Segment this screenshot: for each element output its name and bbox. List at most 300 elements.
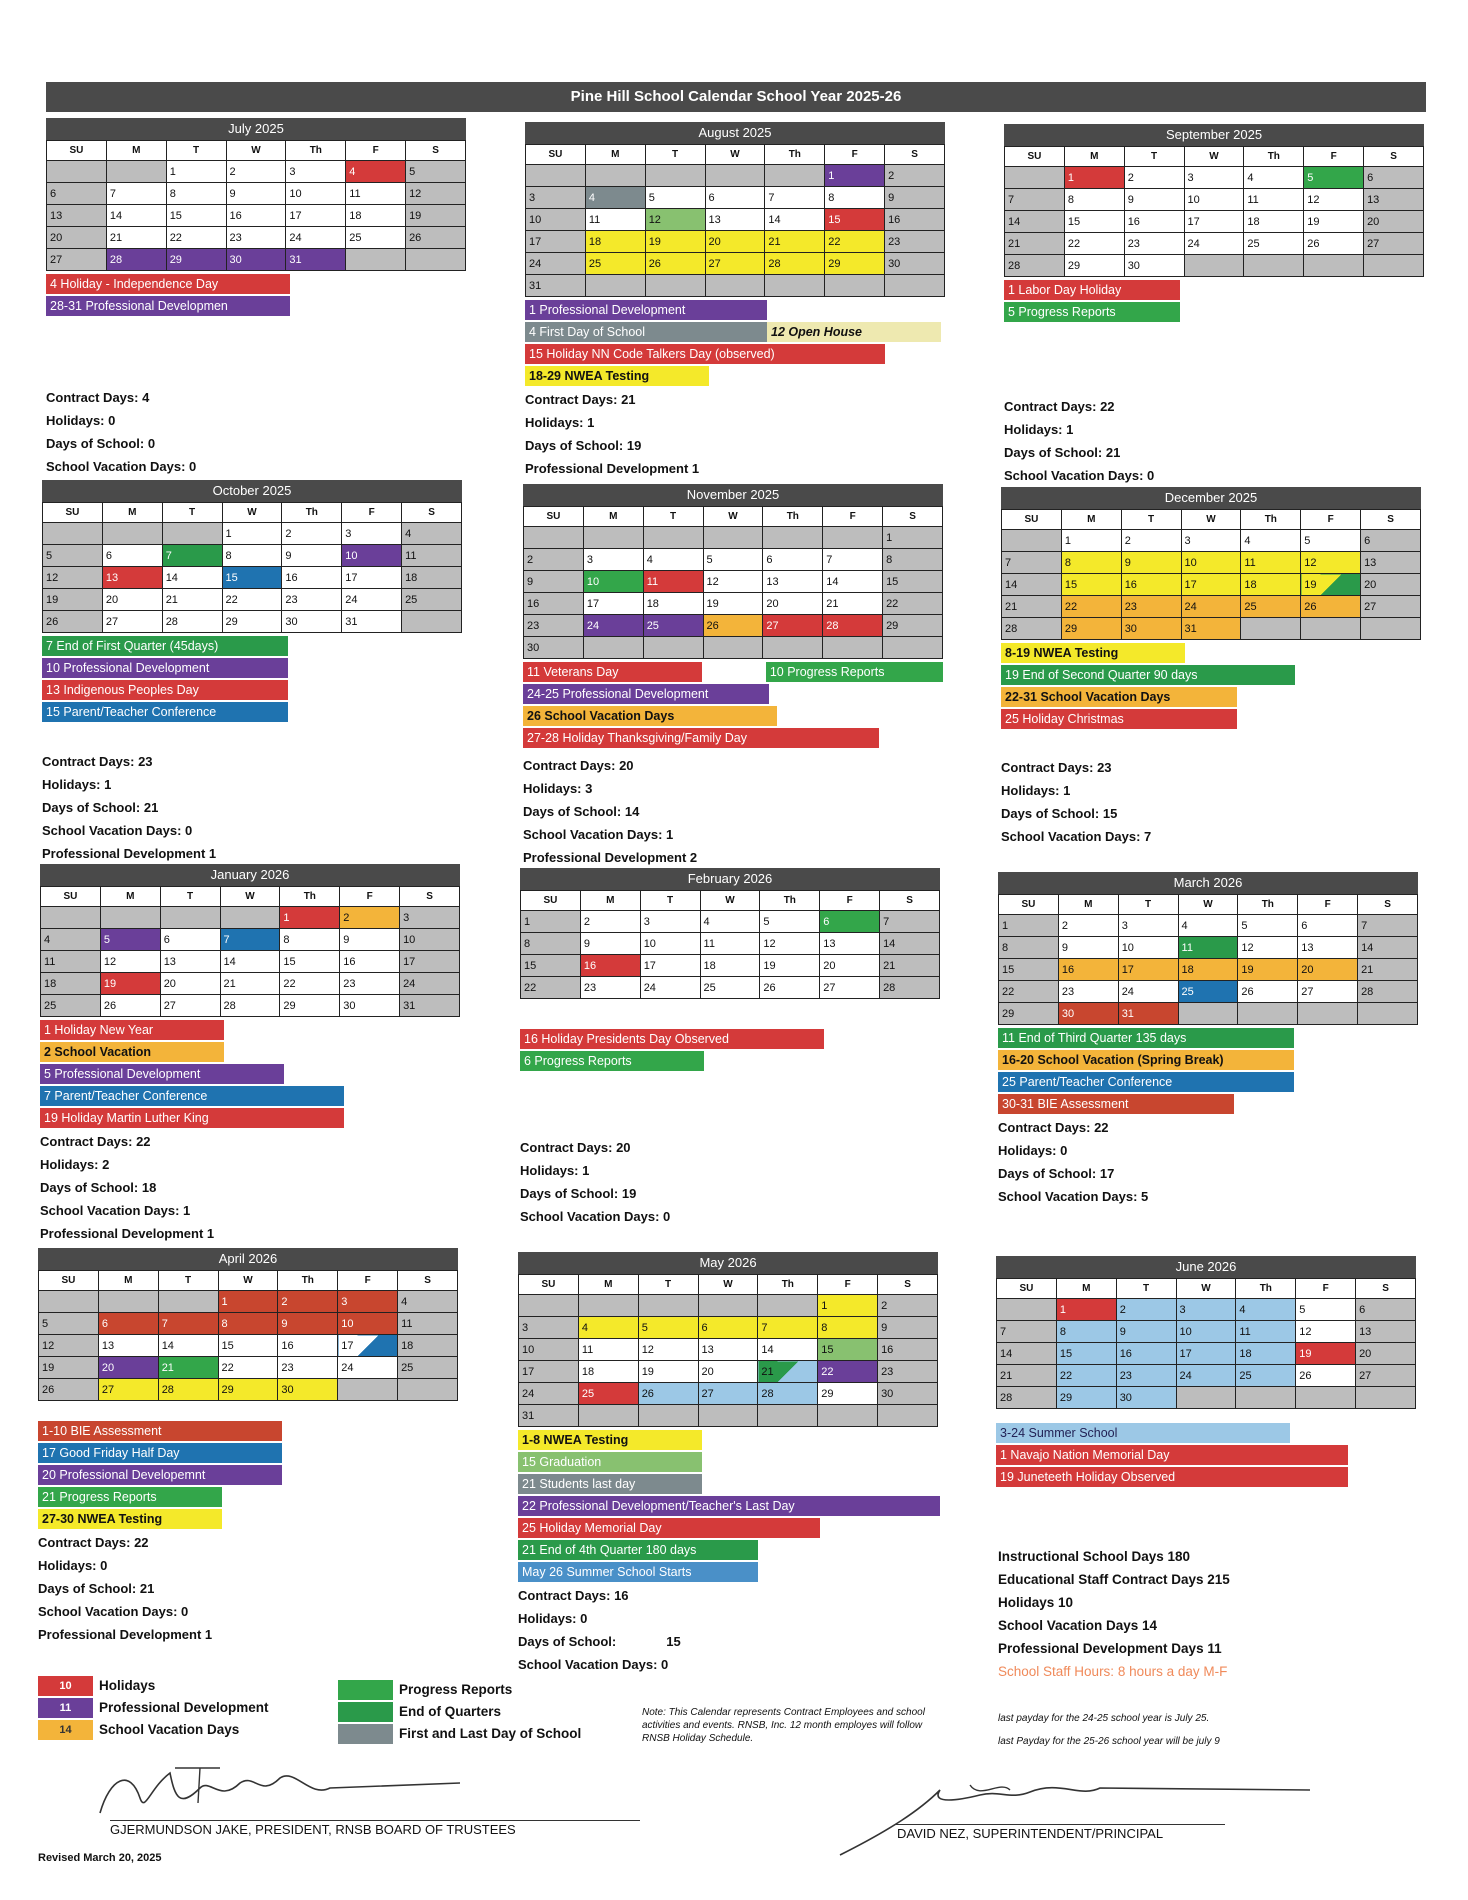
weekday-header: F	[342, 503, 402, 523]
weekday-header: F	[338, 1271, 398, 1291]
payday-note	[998, 1712, 1298, 1748]
key-label: Progress Reports	[399, 1682, 513, 1697]
day-cell: 28	[1358, 981, 1418, 1003]
calendar-grid	[523, 506, 943, 659]
day-cell: 7	[158, 1313, 218, 1335]
stat-line: Days of School: 18	[40, 1180, 157, 1195]
month-july	[46, 118, 466, 318]
day-cell	[758, 1405, 818, 1427]
day-cell: 28	[220, 995, 280, 1017]
day-cell: 16	[278, 1335, 338, 1357]
month-header: October 2025	[42, 480, 462, 502]
week-row	[47, 205, 466, 227]
day-cell: 21	[162, 589, 222, 611]
day-cell: 30	[278, 1379, 338, 1401]
stat-line: Contract Days: 22	[40, 1134, 151, 1149]
day-cell: 15	[818, 1339, 878, 1361]
day-cell: 21	[997, 1365, 1057, 1387]
day-cell: 1	[280, 907, 340, 929]
month-stats	[40, 1130, 460, 1245]
day-cell: 9	[226, 183, 286, 205]
legend-entry: 5 Professional Development	[40, 1064, 284, 1084]
day-cell: 21	[758, 1361, 818, 1383]
week-row	[526, 231, 945, 253]
day-cell: 5	[100, 929, 160, 951]
day-cell: 17	[1184, 211, 1244, 233]
day-cell: 27	[47, 249, 107, 271]
day-cell: 1	[521, 911, 581, 933]
stat-line: Holidays: 1	[42, 777, 112, 792]
day-cell: 20	[763, 593, 823, 615]
day-cell: 5	[43, 545, 103, 567]
legend-entry: 15 Parent/Teacher Conference	[42, 702, 288, 722]
month-stats	[38, 1531, 458, 1646]
stat-line: School Vacation Days: 0	[520, 1209, 671, 1224]
stat-line: Holidays: 1	[1001, 783, 1071, 798]
week-row	[1002, 552, 1421, 574]
day-cell	[1296, 1387, 1356, 1409]
day-cell: 2	[1124, 167, 1184, 189]
day-cell	[158, 1291, 218, 1313]
day-cell: 19	[1296, 1343, 1356, 1365]
day-cell: 5	[703, 549, 763, 571]
weekday-header: S	[1358, 895, 1418, 915]
day-cell: 3	[526, 187, 586, 209]
day-cell	[818, 1405, 878, 1427]
day-cell: 7	[823, 549, 883, 571]
day-cell: 30	[340, 995, 400, 1017]
day-cell: 31	[1118, 1003, 1178, 1025]
key-label: Holidays	[99, 1678, 156, 1693]
stat-line: Days of School: 14	[523, 804, 640, 819]
day-cell: 3	[1118, 915, 1178, 937]
stat-line: Contract Days: 20	[523, 758, 634, 773]
week-row	[43, 545, 462, 567]
day-cell: 17	[640, 955, 700, 977]
day-cell	[643, 527, 703, 549]
stat-line: Holidays: 1	[1004, 422, 1074, 437]
legend-entry: 1-10 BIE Assessment	[38, 1421, 282, 1441]
day-cell: 14	[162, 567, 222, 589]
week-row	[526, 165, 945, 187]
day-cell: 15	[999, 959, 1059, 981]
day-cell: 13	[47, 205, 107, 227]
day-cell: 19	[43, 589, 103, 611]
day-cell: 30	[282, 611, 342, 633]
legend-entry: 13 Indigenous Peoples Day	[42, 680, 288, 700]
weekday-header: Th	[758, 1275, 818, 1295]
day-cell: 22	[883, 593, 943, 615]
month-stats	[1004, 395, 1154, 487]
day-cell	[1301, 618, 1361, 640]
day-cell: 23	[1116, 1365, 1176, 1387]
day-cell	[524, 527, 584, 549]
week-row	[999, 915, 1418, 937]
month-header: January 2026	[40, 864, 460, 886]
calendar-grid	[38, 1270, 458, 1401]
day-cell: 3	[1176, 1299, 1236, 1321]
day-cell: 4	[578, 1317, 638, 1339]
day-cell: 1	[999, 915, 1059, 937]
weekday-header: SU	[526, 145, 586, 165]
day-cell: 17	[1176, 1343, 1236, 1365]
legend-entry: 27-28 Holiday Thanksgiving/Family Day	[523, 728, 879, 748]
week-row	[519, 1295, 938, 1317]
day-cell: 3	[1184, 167, 1244, 189]
weekday-header: W	[1181, 510, 1241, 530]
month-january	[40, 864, 460, 1245]
stat-line: Professional Development 1	[42, 846, 217, 861]
legend-entry: 1-8 NWEA Testing	[518, 1430, 702, 1450]
legend-entry: 21 Students last day	[518, 1474, 702, 1494]
firstlast-swatch	[338, 1724, 393, 1744]
month-june	[996, 1256, 1416, 1489]
day-cell: 28	[158, 1379, 218, 1401]
day-cell: 10	[1118, 937, 1178, 959]
day-cell: 16	[524, 593, 584, 615]
legend-entry: 10 Progress Reports	[766, 662, 943, 682]
day-cell: 19	[39, 1357, 99, 1379]
day-cell: 4	[41, 929, 101, 951]
stat-line: Contract Days: 23	[1001, 760, 1112, 775]
day-cell: 11	[1236, 1321, 1296, 1343]
signature-label-right: DAVID NEZ, SUPERINTENDENT/PRINCIPAL	[897, 1826, 1164, 1841]
day-cell: 28	[880, 977, 940, 999]
day-cell: 16	[1121, 574, 1181, 596]
day-cell: 19	[1301, 574, 1361, 596]
day-cell: 2	[524, 549, 584, 571]
week-row	[997, 1321, 1416, 1343]
month-september	[1004, 124, 1424, 324]
day-cell: 26	[638, 1383, 698, 1405]
day-cell: 15	[1056, 1343, 1116, 1365]
day-cell: 30	[1124, 255, 1184, 277]
day-cell: 6	[1364, 167, 1424, 189]
stat-line: Contract Days: 23	[42, 754, 153, 769]
day-cell: 26	[100, 995, 160, 1017]
day-cell: 23	[885, 231, 945, 253]
day-cell: 11	[585, 209, 645, 231]
legend-entry: 20 Professional Developemnt	[38, 1465, 282, 1485]
month-header: December 2025	[1001, 487, 1421, 509]
weekday-header: M	[98, 1271, 158, 1291]
weekday-header: S	[1364, 147, 1424, 167]
day-cell: 1	[1061, 530, 1121, 552]
color-key-2	[338, 1679, 581, 1745]
day-cell	[583, 527, 643, 549]
day-cell: 26	[39, 1379, 99, 1401]
day-cell: 23	[278, 1357, 338, 1379]
calendar-grid	[525, 144, 945, 297]
day-cell: 13	[705, 209, 765, 231]
day-cell: 4	[398, 1291, 458, 1313]
day-cell: 8	[818, 1317, 878, 1339]
day-cell: 25	[402, 589, 462, 611]
day-cell: 17	[526, 231, 586, 253]
week-row	[41, 929, 460, 951]
day-cell: 15	[1064, 211, 1124, 233]
weekday-header: SU	[43, 503, 103, 523]
day-cell	[997, 1299, 1057, 1321]
day-cell	[825, 275, 885, 297]
summary-line: Educational Staff Contract Days 215	[998, 1572, 1230, 1587]
week-row	[997, 1365, 1416, 1387]
day-cell: 27	[1356, 1365, 1416, 1387]
day-cell	[585, 275, 645, 297]
day-cell	[162, 523, 222, 545]
day-cell: 8	[1056, 1321, 1116, 1343]
day-cell: 16	[226, 205, 286, 227]
week-row	[997, 1299, 1416, 1321]
week-row	[1002, 618, 1421, 640]
day-cell: 1	[222, 523, 282, 545]
day-cell	[883, 637, 943, 659]
day-cell: 3	[338, 1291, 398, 1313]
stat-line: Professional Development 1	[40, 1226, 215, 1241]
day-cell	[758, 1295, 818, 1317]
day-cell: 12	[703, 571, 763, 593]
color-key	[38, 1675, 269, 1741]
day-cell: 18	[643, 593, 703, 615]
calendar-grid	[46, 140, 466, 271]
weekday-header: SU	[47, 141, 107, 161]
day-cell: 14	[1002, 574, 1062, 596]
day-cell: 2	[340, 907, 400, 929]
day-cell: 6	[1356, 1299, 1416, 1321]
day-cell: 9	[278, 1313, 338, 1335]
day-cell: 19	[760, 955, 820, 977]
day-cell: 18	[346, 205, 406, 227]
day-cell: 20	[1356, 1343, 1416, 1365]
day-cell: 23	[1058, 981, 1118, 1003]
weekday-header: M	[580, 891, 640, 911]
weekday-header: F	[340, 887, 400, 907]
day-cell: 25	[346, 227, 406, 249]
stat-line: Contract Days: 16	[518, 1588, 629, 1603]
day-cell: 10	[1181, 552, 1241, 574]
day-cell: 2	[580, 911, 640, 933]
day-cell: 24	[1176, 1365, 1236, 1387]
stat-line: School Vacation Days: 0	[1004, 468, 1155, 483]
day-cell: 14	[823, 571, 883, 593]
day-cell: 7	[765, 187, 825, 209]
weekday-header: SU	[39, 1271, 99, 1291]
payday-line: last payday for the 24-25 school year is July 25.	[998, 1713, 1210, 1724]
day-cell: 24	[286, 227, 346, 249]
day-cell: 17	[338, 1335, 398, 1357]
day-cell	[1356, 1387, 1416, 1409]
day-cell: 18	[402, 567, 462, 589]
legend-entry: 2 School Vacation	[40, 1042, 224, 1062]
day-cell: 23	[878, 1361, 938, 1383]
day-cell: 20	[705, 231, 765, 253]
stat-line: School Vacation Days: 1	[40, 1203, 191, 1218]
week-row	[1005, 167, 1424, 189]
day-cell: 23	[340, 973, 400, 995]
day-cell	[1241, 618, 1301, 640]
week-row	[47, 161, 466, 183]
calendar-note: Note: This Calendar represents Contract Employees and school activities and events. RNSB, Inc. 12 month employes will follow RNSB Holiday Schedule.	[642, 1707, 925, 1744]
day-cell	[645, 275, 705, 297]
signature-right	[830, 1770, 1310, 1860]
week-row	[526, 209, 945, 231]
day-cell: 15	[218, 1335, 278, 1357]
summary-line: School Vacation Days 14	[998, 1618, 1158, 1633]
weekday-header: S	[885, 145, 945, 165]
day-cell: 26	[760, 977, 820, 999]
day-cell	[585, 165, 645, 187]
day-cell	[765, 275, 825, 297]
legend-entry: 1 Holiday New Year	[40, 1020, 224, 1040]
day-cell: 6	[47, 183, 107, 205]
weekday-header: W	[705, 145, 765, 165]
day-cell: 21	[1002, 596, 1062, 618]
day-cell: 31	[526, 275, 586, 297]
week-row	[1005, 189, 1424, 211]
calendar-grid	[42, 502, 462, 633]
legend-entry: 27-30 NWEA Testing	[38, 1509, 222, 1529]
weekday-header: S	[398, 1271, 458, 1291]
legend-entry: 3-24 Summer School	[996, 1423, 1290, 1443]
day-cell: 29	[825, 253, 885, 275]
week-row	[47, 183, 466, 205]
week-row	[999, 937, 1418, 959]
day-cell	[98, 1291, 158, 1313]
day-cell: 22	[999, 981, 1059, 1003]
day-cell: 18	[1236, 1343, 1296, 1365]
stat-line: Holidays: 2	[40, 1157, 110, 1172]
legend-entry: 19 Juneteeth Holiday Observed	[996, 1467, 1348, 1487]
calendar-grid	[520, 890, 940, 999]
day-cell: 20	[160, 973, 220, 995]
day-cell: 30	[226, 249, 286, 271]
day-cell: 15	[166, 205, 226, 227]
day-cell: 9	[1116, 1321, 1176, 1343]
day-cell: 30	[1121, 618, 1181, 640]
day-cell	[1364, 255, 1424, 277]
day-cell: 2	[278, 1291, 338, 1313]
weekday-header: T	[638, 1275, 698, 1295]
day-cell: 17	[400, 951, 460, 973]
weekday-header: SU	[519, 1275, 579, 1295]
weekday-header: W	[700, 891, 760, 911]
day-cell: 19	[1304, 211, 1364, 233]
day-cell: 8	[1064, 189, 1124, 211]
day-cell: 23	[226, 227, 286, 249]
day-cell: 28	[823, 615, 883, 637]
legend-entry: 11 End of Third Quarter 135 days	[998, 1028, 1294, 1048]
day-cell: 31	[400, 995, 460, 1017]
day-cell: 28	[765, 253, 825, 275]
day-cell: 3	[400, 907, 460, 929]
day-cell: 29	[166, 249, 226, 271]
legend-entry: 15 Holiday NN Code Talkers Day (observed)	[525, 344, 885, 364]
legend-entry: 19 Holiday Martin Luther King	[40, 1108, 344, 1128]
day-cell: 31	[1181, 618, 1241, 640]
stat-line: Days of School: 21	[1004, 445, 1121, 460]
day-cell: 2	[1121, 530, 1181, 552]
stat-line: School Vacation Days: 0	[518, 1657, 669, 1672]
day-cell: 6	[102, 545, 162, 567]
day-cell: 6	[698, 1317, 758, 1339]
weekday-header: T	[158, 1271, 218, 1291]
day-cell	[100, 907, 160, 929]
week-row	[521, 911, 940, 933]
day-cell: 22	[1056, 1365, 1116, 1387]
day-cell: 20	[102, 589, 162, 611]
day-cell: 29	[999, 1003, 1059, 1025]
day-cell: 7	[1002, 552, 1062, 574]
week-row	[997, 1387, 1416, 1409]
summary-line: Holidays 10	[998, 1595, 1074, 1610]
day-cell: 27	[1361, 596, 1421, 618]
day-cell: 20	[98, 1357, 158, 1379]
weekday-header: SU	[999, 895, 1059, 915]
stat-line: School Vacation Days: 0	[38, 1604, 189, 1619]
week-row	[39, 1379, 458, 1401]
month-header: July 2025	[46, 118, 466, 140]
day-cell: 15	[280, 951, 340, 973]
day-cell	[705, 165, 765, 187]
weekday-header: M	[100, 887, 160, 907]
day-cell: 14	[106, 205, 166, 227]
day-cell: 7	[1005, 189, 1065, 211]
day-cell: 2	[1058, 915, 1118, 937]
day-cell: 22	[1061, 596, 1121, 618]
day-cell: 21	[106, 227, 166, 249]
weekday-header: S	[402, 503, 462, 523]
day-cell: 2	[1116, 1299, 1176, 1321]
day-cell: 7	[880, 911, 940, 933]
day-cell	[885, 275, 945, 297]
day-cell: 14	[158, 1335, 218, 1357]
progress-swatch	[338, 1680, 393, 1700]
week-row	[999, 959, 1418, 981]
legend-entry: 6 Progress Reports	[520, 1051, 704, 1071]
day-cell: 16	[1124, 211, 1184, 233]
day-cell: 14	[880, 933, 940, 955]
day-cell	[220, 907, 280, 929]
day-cell	[1358, 1003, 1418, 1025]
day-cell: 21	[823, 593, 883, 615]
weekday-header: S	[406, 141, 466, 161]
day-cell	[763, 527, 823, 549]
day-cell: 16	[282, 567, 342, 589]
calendar-grid	[998, 894, 1418, 1025]
month-may	[518, 1252, 938, 1676]
day-cell	[39, 1291, 99, 1313]
day-cell: 5	[39, 1313, 99, 1335]
day-cell	[1244, 255, 1304, 277]
day-cell: 10	[583, 571, 643, 593]
day-cell: 6	[160, 929, 220, 951]
day-cell	[1178, 1003, 1238, 1025]
day-cell: 28	[162, 611, 222, 633]
calendar-grid	[996, 1278, 1416, 1409]
day-cell: 1	[818, 1295, 878, 1317]
day-cell: 13	[1298, 937, 1358, 959]
week-row	[524, 549, 943, 571]
day-cell	[823, 527, 883, 549]
legend-entry: 7 Parent/Teacher Conference	[40, 1086, 344, 1106]
weekday-header: S	[878, 1275, 938, 1295]
day-cell: 11	[41, 951, 101, 973]
day-cell: 24	[338, 1357, 398, 1379]
legend-entry: 12 Open House	[767, 322, 941, 342]
day-cell: 23	[1121, 596, 1181, 618]
day-cell: 7	[758, 1317, 818, 1339]
day-cell: 23	[282, 589, 342, 611]
